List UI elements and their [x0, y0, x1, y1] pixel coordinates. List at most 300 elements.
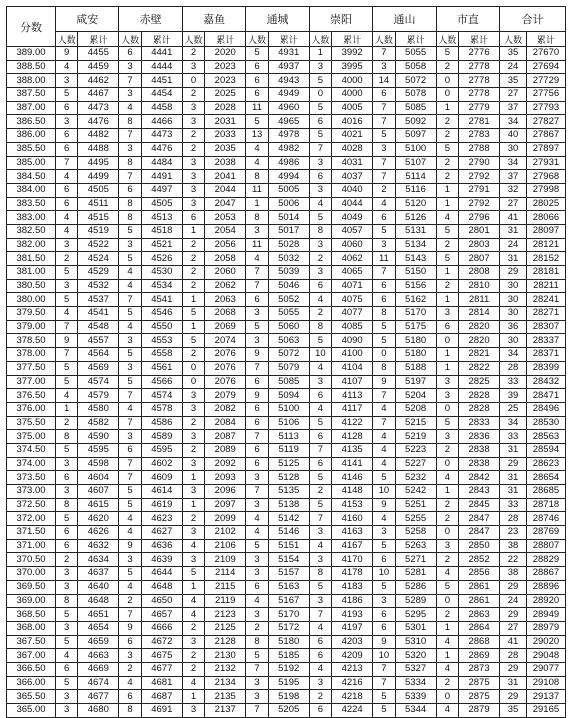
- chongyang-count-cell: 5: [309, 471, 331, 485]
- total-cumulative-cell: 29020: [526, 635, 565, 649]
- jiayu-count-cell: 4: [182, 676, 204, 690]
- xianan-count-cell: 3: [55, 115, 77, 129]
- chibi-count-cell: 4: [119, 279, 141, 293]
- chongyang-count-cell: 6: [309, 430, 331, 444]
- tongshan-cumulative-cell: 5251: [395, 498, 436, 512]
- shizhi-count-cell: 1: [436, 649, 458, 663]
- total-count-cell: 22: [500, 553, 527, 567]
- jiayu-cumulative-cell: 2115: [205, 580, 246, 594]
- jiayu-cumulative-cell: 2089: [205, 443, 246, 457]
- xianan-count-cell: 4: [55, 389, 77, 403]
- tongcheng-count-cell: 6: [246, 375, 268, 389]
- tongcheng-cumulative-cell: 5151: [268, 539, 309, 553]
- xianan-cumulative-cell: 4634: [78, 553, 119, 567]
- score-cell: 365.00: [7, 704, 56, 718]
- count-header: 人数: [55, 32, 77, 47]
- chibi-count-cell: 5: [119, 252, 141, 266]
- jiayu-count-cell: 5: [182, 567, 204, 581]
- shizhi-count-cell: 0: [436, 88, 458, 102]
- shizhi-cumulative-cell: 2778: [458, 60, 499, 74]
- table-row: [7, 129, 566, 143]
- chibi-cumulative-cell: 4491: [141, 170, 182, 184]
- shizhi-cumulative-cell: 2790: [458, 156, 499, 170]
- chibi-cumulative-cell: 4553: [141, 334, 182, 348]
- chongyang-cumulative-cell: 4016: [332, 115, 373, 129]
- chibi-cumulative-cell: 4526: [141, 252, 182, 266]
- chibi-count-cell: 8: [119, 211, 141, 225]
- tongshan-cumulative-cell: 5097: [395, 129, 436, 143]
- tongshan-cumulative-cell: 5078: [395, 88, 436, 102]
- shizhi-count-cell: 0: [436, 74, 458, 88]
- jiayu-cumulative-cell: 2132: [205, 662, 246, 676]
- jiayu-count-cell: 2: [182, 512, 204, 526]
- chibi-cumulative-cell: 4639: [141, 553, 182, 567]
- shizhi-count-cell: 3: [436, 539, 458, 553]
- tongshan-count-cell: 5: [373, 690, 395, 704]
- xianan-count-cell: 9: [55, 334, 77, 348]
- xianan-count-cell: 3: [55, 279, 77, 293]
- xianan-cumulative-cell: 4488: [78, 142, 119, 156]
- tongshan-count-cell: 3: [373, 526, 395, 540]
- score-cell: 370.50: [7, 553, 56, 567]
- shizhi-count-cell: 1: [436, 361, 458, 375]
- tongshan-cumulative-cell: 5227: [395, 457, 436, 471]
- tongcheng-cumulative-cell: 4994: [268, 170, 309, 184]
- table-row: [7, 348, 566, 362]
- jiayu-count-cell: 5: [182, 307, 204, 321]
- tongshan-count-cell: 3: [373, 142, 395, 156]
- tongshan-cumulative-cell: 5156: [395, 279, 436, 293]
- chongyang-count-cell: 5: [309, 580, 331, 594]
- total-count-cell: 36: [500, 320, 527, 334]
- total-count-cell: 32: [500, 183, 527, 197]
- tongcheng-count-cell: 6: [246, 60, 268, 74]
- jiayu-cumulative-cell: 2109: [205, 553, 246, 567]
- shizhi-count-cell: 2: [436, 170, 458, 184]
- tongcheng-cumulative-cell: 5039: [268, 266, 309, 280]
- tongshan-cumulative-cell: 5310: [395, 635, 436, 649]
- score-cell: 369.00: [7, 594, 56, 608]
- chibi-count-cell: 3: [119, 60, 141, 74]
- total-count-cell: 37: [500, 101, 527, 115]
- table-row: [7, 375, 566, 389]
- chongyang-count-cell: 6: [309, 704, 331, 718]
- chongyang-cumulative-cell: 4100: [332, 348, 373, 362]
- score-cell: 376.00: [7, 402, 56, 416]
- jiayu-cumulative-cell: 2087: [205, 430, 246, 444]
- shizhi-count-cell: 3: [436, 389, 458, 403]
- chongyang-cumulative-cell: 4090: [332, 334, 373, 348]
- total-count-cell: 28: [500, 361, 527, 375]
- tongshan-count-cell: 6: [373, 88, 395, 102]
- tongcheng-count-cell: 11: [246, 238, 268, 252]
- jiayu-count-cell: 2: [182, 88, 204, 102]
- shizhi-count-cell: 0: [436, 594, 458, 608]
- score-cell: 384.00: [7, 183, 56, 197]
- total-count-cell: 30: [500, 142, 527, 156]
- shizhi-count-cell: 4: [436, 567, 458, 581]
- chongyang-count-cell: 4: [309, 197, 331, 211]
- chibi-count-cell: 3: [119, 649, 141, 663]
- xianan-count-cell: 3: [55, 457, 77, 471]
- shizhi-count-cell: 2: [436, 512, 458, 526]
- xianan-cumulative-cell: 4455: [78, 47, 119, 61]
- jiayu-count-cell: 2: [182, 662, 204, 676]
- shizhi-cumulative-cell: 2788: [458, 142, 499, 156]
- jiayu-count-cell: 3: [182, 485, 204, 499]
- total-count-cell: 31: [500, 471, 527, 485]
- total-cumulative-cell: 27998: [526, 183, 565, 197]
- xianan-cumulative-cell: 4582: [78, 416, 119, 430]
- total-count-cell: 41: [500, 635, 527, 649]
- jiayu-count-cell: 3: [182, 457, 204, 471]
- jiayu-count-cell: 2: [182, 47, 204, 61]
- shizhi-cumulative-cell: 2852: [458, 553, 499, 567]
- table-row: [7, 553, 566, 567]
- jiayu-count-cell: 5: [182, 334, 204, 348]
- chibi-cumulative-cell: 4666: [141, 621, 182, 635]
- shizhi-count-cell: 0: [436, 690, 458, 704]
- shizhi-cumulative-cell: 2781: [458, 115, 499, 129]
- chibi-count-cell: 7: [119, 129, 141, 143]
- tongcheng-count-cell: 3: [246, 307, 268, 321]
- table-row: [7, 88, 566, 102]
- chongyang-cumulative-cell: 4216: [332, 676, 373, 690]
- xianan-count-cell: 9: [55, 47, 77, 61]
- tongshan-count-cell: 7: [373, 170, 395, 184]
- chongyang-cumulative-cell: 4113: [332, 389, 373, 403]
- xianan-cumulative-cell: 4640: [78, 580, 119, 594]
- table-row: [7, 704, 566, 718]
- chibi-count-cell: 8: [119, 704, 141, 718]
- tongcheng-count-cell: 7: [246, 430, 268, 444]
- tongcheng-count-cell: 8: [246, 211, 268, 225]
- chongyang-cumulative-cell: 4117: [332, 402, 373, 416]
- shizhi-count-cell: 6: [436, 320, 458, 334]
- tongcheng-cumulative-cell: 5154: [268, 553, 309, 567]
- chongyang-count-cell: 5: [309, 101, 331, 115]
- table-row: [7, 320, 566, 334]
- tongcheng-count-cell: 7: [246, 361, 268, 375]
- xianan-count-cell: 7: [55, 320, 77, 334]
- table-row: [7, 389, 566, 403]
- chongyang-cumulative-cell: 4224: [332, 704, 373, 718]
- tongshan-count-cell: 6: [373, 553, 395, 567]
- chongyang-cumulative-cell: 4062: [332, 252, 373, 266]
- tongcheng-cumulative-cell: 5085: [268, 375, 309, 389]
- total-cumulative-cell: 28399: [526, 361, 565, 375]
- county-header-xianan: 咸安: [55, 7, 118, 32]
- shizhi-cumulative-cell: 2869: [458, 649, 499, 663]
- shizhi-count-cell: 2: [436, 156, 458, 170]
- table-row: [7, 608, 566, 622]
- jiayu-count-cell: 1: [182, 224, 204, 238]
- shizhi-cumulative-cell: 2776: [458, 47, 499, 61]
- tongcheng-count-cell: 3: [246, 676, 268, 690]
- tongcheng-count-cell: 1: [246, 197, 268, 211]
- jiayu-cumulative-cell: 2134: [205, 676, 246, 690]
- chongyang-count-cell: 4: [309, 662, 331, 676]
- total-cumulative-cell: 28594: [526, 443, 565, 457]
- jiayu-count-cell: 0: [182, 74, 204, 88]
- table-row: [7, 402, 566, 416]
- score-cell: 374.00: [7, 457, 56, 471]
- score-cell: 371.50: [7, 526, 56, 540]
- chongyang-count-cell: 6: [309, 649, 331, 663]
- chongyang-count-cell: 8: [309, 224, 331, 238]
- total-count-cell: 39: [500, 389, 527, 403]
- jiayu-count-cell: 3: [182, 402, 204, 416]
- total-count-cell: 41: [500, 211, 527, 225]
- total-cumulative-cell: 28121: [526, 238, 565, 252]
- score-cell: 384.50: [7, 170, 56, 184]
- tongcheng-cumulative-cell: 5052: [268, 293, 309, 307]
- tongshan-cumulative-cell: 5120: [395, 197, 436, 211]
- jiayu-cumulative-cell: 2076: [205, 361, 246, 375]
- jiayu-cumulative-cell: 2096: [205, 485, 246, 499]
- table-row: [7, 471, 566, 485]
- total-cumulative-cell: 28746: [526, 512, 565, 526]
- chongyang-count-cell: 7: [309, 443, 331, 457]
- chongyang-count-cell: 4: [309, 293, 331, 307]
- xianan-cumulative-cell: 4459: [78, 60, 119, 74]
- tongcheng-cumulative-cell: 5100: [268, 402, 309, 416]
- chongyang-cumulative-cell: 4163: [332, 526, 373, 540]
- tongshan-count-cell: 7: [373, 416, 395, 430]
- chongyang-count-cell: 5: [309, 129, 331, 143]
- tongcheng-cumulative-cell: 4960: [268, 101, 309, 115]
- xianan-cumulative-cell: 4524: [78, 252, 119, 266]
- chongyang-cumulative-cell: 4146: [332, 471, 373, 485]
- tongshan-count-cell: 4: [373, 457, 395, 471]
- table-row: [7, 183, 566, 197]
- score-cell: 375.00: [7, 430, 56, 444]
- tongcheng-count-cell: 4: [246, 142, 268, 156]
- xianan-count-cell: 6: [55, 197, 77, 211]
- tongshan-cumulative-cell: 5180: [395, 334, 436, 348]
- total-cumulative-cell: 29048: [526, 649, 565, 663]
- score-cell: 382.50: [7, 224, 56, 238]
- score-cell: 374.50: [7, 443, 56, 457]
- total-cumulative-cell: 28152: [526, 252, 565, 266]
- total-cumulative-cell: 27793: [526, 101, 565, 115]
- chibi-cumulative-cell: 4636: [141, 539, 182, 553]
- shizhi-count-cell: 1: [436, 348, 458, 362]
- jiayu-count-cell: 2: [182, 621, 204, 635]
- xianan-cumulative-cell: 4659: [78, 635, 119, 649]
- chibi-cumulative-cell: 4627: [141, 526, 182, 540]
- total-cumulative-cell: 28867: [526, 567, 565, 581]
- count-header: 人数: [373, 32, 395, 47]
- tongcheng-count-cell: 4: [246, 512, 268, 526]
- shizhi-count-cell: 1: [436, 621, 458, 635]
- xianan-count-cell: 2: [55, 252, 77, 266]
- jiayu-count-cell: 2: [182, 238, 204, 252]
- tongshan-count-cell: 7: [373, 676, 395, 690]
- total-cumulative-cell: 28271: [526, 307, 565, 321]
- tongshan-count-cell: 6: [373, 293, 395, 307]
- chongyang-cumulative-cell: 4122: [332, 416, 373, 430]
- xianan-count-cell: 1: [55, 402, 77, 416]
- jiayu-cumulative-cell: 2044: [205, 183, 246, 197]
- jiayu-count-cell: 4: [182, 539, 204, 553]
- jiayu-cumulative-cell: 2074: [205, 334, 246, 348]
- score-distribution-table: [6, 6, 566, 718]
- jiayu-cumulative-cell: 2079: [205, 389, 246, 403]
- table-row: [7, 170, 566, 184]
- shizhi-count-cell: 2: [436, 238, 458, 252]
- shizhi-cumulative-cell: 2778: [458, 88, 499, 102]
- total-cumulative-cell: 28718: [526, 498, 565, 512]
- score-cell: 369.50: [7, 580, 56, 594]
- chongyang-cumulative-cell: 4031: [332, 156, 373, 170]
- tongcheng-cumulative-cell: 5106: [268, 416, 309, 430]
- score-table-body: [7, 47, 566, 718]
- xianan-count-cell: 3: [55, 704, 77, 718]
- shizhi-count-cell: 1: [436, 485, 458, 499]
- xianan-cumulative-cell: 4604: [78, 471, 119, 485]
- xianan-count-cell: 3: [55, 74, 77, 88]
- chongyang-cumulative-cell: 4170: [332, 553, 373, 567]
- xianan-count-cell: 5: [55, 361, 77, 375]
- xianan-count-cell: 4: [55, 224, 77, 238]
- chibi-cumulative-cell: 4675: [141, 649, 182, 663]
- chongyang-cumulative-cell: 4000: [332, 88, 373, 102]
- total-cumulative-cell: 28896: [526, 580, 565, 594]
- chongyang-count-cell: 3: [309, 594, 331, 608]
- chongyang-count-cell: 6: [309, 457, 331, 471]
- county-header-chongyang: 崇阳: [309, 7, 372, 32]
- xianan-cumulative-cell: 4482: [78, 129, 119, 143]
- tongcheng-cumulative-cell: 5119: [268, 443, 309, 457]
- tongshan-count-cell: 5: [373, 224, 395, 238]
- jiayu-count-cell: 1: [182, 690, 204, 704]
- tongcheng-cumulative-cell: 5170: [268, 608, 309, 622]
- tongshan-count-cell: 5: [373, 129, 395, 143]
- chongyang-count-cell: 5: [309, 416, 331, 430]
- chongyang-count-cell: 2: [309, 252, 331, 266]
- xianan-cumulative-cell: 4522: [78, 238, 119, 252]
- tongcheng-count-cell: 4: [246, 252, 268, 266]
- tongcheng-cumulative-cell: 5180: [268, 635, 309, 649]
- total-cumulative-cell: 29165: [526, 704, 565, 718]
- jiayu-count-cell: 4: [182, 608, 204, 622]
- xianan-count-cell: 5: [55, 608, 77, 622]
- tongshan-count-cell: 6: [373, 279, 395, 293]
- chibi-cumulative-cell: 4623: [141, 512, 182, 526]
- tongcheng-cumulative-cell: 5063: [268, 334, 309, 348]
- shizhi-cumulative-cell: 2783: [458, 129, 499, 143]
- tongshan-count-cell: 6: [373, 211, 395, 225]
- tongcheng-count-cell: 6: [246, 88, 268, 102]
- shizhi-cumulative-cell: 2847: [458, 512, 499, 526]
- table-row: [7, 238, 566, 252]
- tongcheng-cumulative-cell: 5146: [268, 526, 309, 540]
- tongshan-cumulative-cell: 5344: [395, 704, 436, 718]
- total-count-cell: 34: [500, 348, 527, 362]
- total-count-cell: 34: [500, 115, 527, 129]
- tongcheng-cumulative-cell: 5060: [268, 320, 309, 334]
- total-count-cell: 31: [500, 252, 527, 266]
- score-cell: 366.50: [7, 662, 56, 676]
- shizhi-cumulative-cell: 2810: [458, 279, 499, 293]
- score-cell: 380.00: [7, 293, 56, 307]
- total-cumulative-cell: 28211: [526, 279, 565, 293]
- total-count-cell: 31: [500, 676, 527, 690]
- table-row: [7, 526, 566, 540]
- chongyang-count-cell: 4: [309, 621, 331, 635]
- tongcheng-count-cell: 9: [246, 389, 268, 403]
- total-cumulative-cell: 27897: [526, 142, 565, 156]
- chibi-count-cell: 6: [119, 47, 141, 61]
- tongshan-count-cell: 5: [373, 471, 395, 485]
- table-row: [7, 567, 566, 581]
- count-header: 人数: [436, 32, 458, 47]
- xianan-count-cell: 2: [55, 553, 77, 567]
- table-row: [7, 307, 566, 321]
- shizhi-cumulative-cell: 2861: [458, 594, 499, 608]
- chongyang-cumulative-cell: 4218: [332, 690, 373, 704]
- chibi-cumulative-cell: 4687: [141, 690, 182, 704]
- xianan-cumulative-cell: 4537: [78, 293, 119, 307]
- shizhi-cumulative-cell: 2875: [458, 676, 499, 690]
- xianan-count-cell: 5: [55, 266, 77, 280]
- tongshan-count-cell: 9: [373, 498, 395, 512]
- jiayu-count-cell: 2: [182, 142, 204, 156]
- xianan-cumulative-cell: 4532: [78, 279, 119, 293]
- tongcheng-cumulative-cell: 5205: [268, 704, 309, 718]
- cumulative-header: 累计: [268, 32, 309, 47]
- tongcheng-count-cell: 6: [246, 293, 268, 307]
- total-cumulative-cell: 28241: [526, 293, 565, 307]
- jiayu-cumulative-cell: 2123: [205, 608, 246, 622]
- score-cell: 372.00: [7, 512, 56, 526]
- shizhi-count-cell: 2: [436, 553, 458, 567]
- total-count-cell: 38: [500, 567, 527, 581]
- chongyang-cumulative-cell: 4213: [332, 662, 373, 676]
- tongshan-cumulative-cell: 5258: [395, 526, 436, 540]
- jiayu-count-cell: 3: [182, 60, 204, 74]
- tongshan-cumulative-cell: 5281: [395, 567, 436, 581]
- shizhi-count-cell: 0: [436, 457, 458, 471]
- chongyang-cumulative-cell: 4153: [332, 498, 373, 512]
- tongshan-count-cell: 7: [373, 266, 395, 280]
- chongyang-cumulative-cell: 4057: [332, 224, 373, 238]
- table-row: [7, 142, 566, 156]
- jiayu-cumulative-cell: 2060: [205, 266, 246, 280]
- chibi-cumulative-cell: 4497: [141, 183, 182, 197]
- xianan-cumulative-cell: 4564: [78, 348, 119, 362]
- score-cell: 389.00: [7, 47, 56, 61]
- xianan-count-cell: 7: [55, 348, 77, 362]
- shizhi-cumulative-cell: 2863: [458, 608, 499, 622]
- table-row: [7, 252, 566, 266]
- chongyang-cumulative-cell: 4178: [332, 567, 373, 581]
- chongyang-cumulative-cell: 4209: [332, 649, 373, 663]
- shizhi-count-cell: 1: [436, 183, 458, 197]
- tongcheng-cumulative-cell: 4965: [268, 115, 309, 129]
- jiayu-cumulative-cell: 2023: [205, 74, 246, 88]
- score-cell: 366.00: [7, 676, 56, 690]
- shizhi-cumulative-cell: 2828: [458, 389, 499, 403]
- shizhi-count-cell: 2: [436, 443, 458, 457]
- chongyang-count-cell: 3: [309, 375, 331, 389]
- xianan-count-cell: 5: [55, 293, 77, 307]
- jiayu-cumulative-cell: 2082: [205, 402, 246, 416]
- jiayu-count-cell: 4: [182, 594, 204, 608]
- tongcheng-count-cell: 7: [246, 279, 268, 293]
- xianan-count-cell: 6: [55, 101, 77, 115]
